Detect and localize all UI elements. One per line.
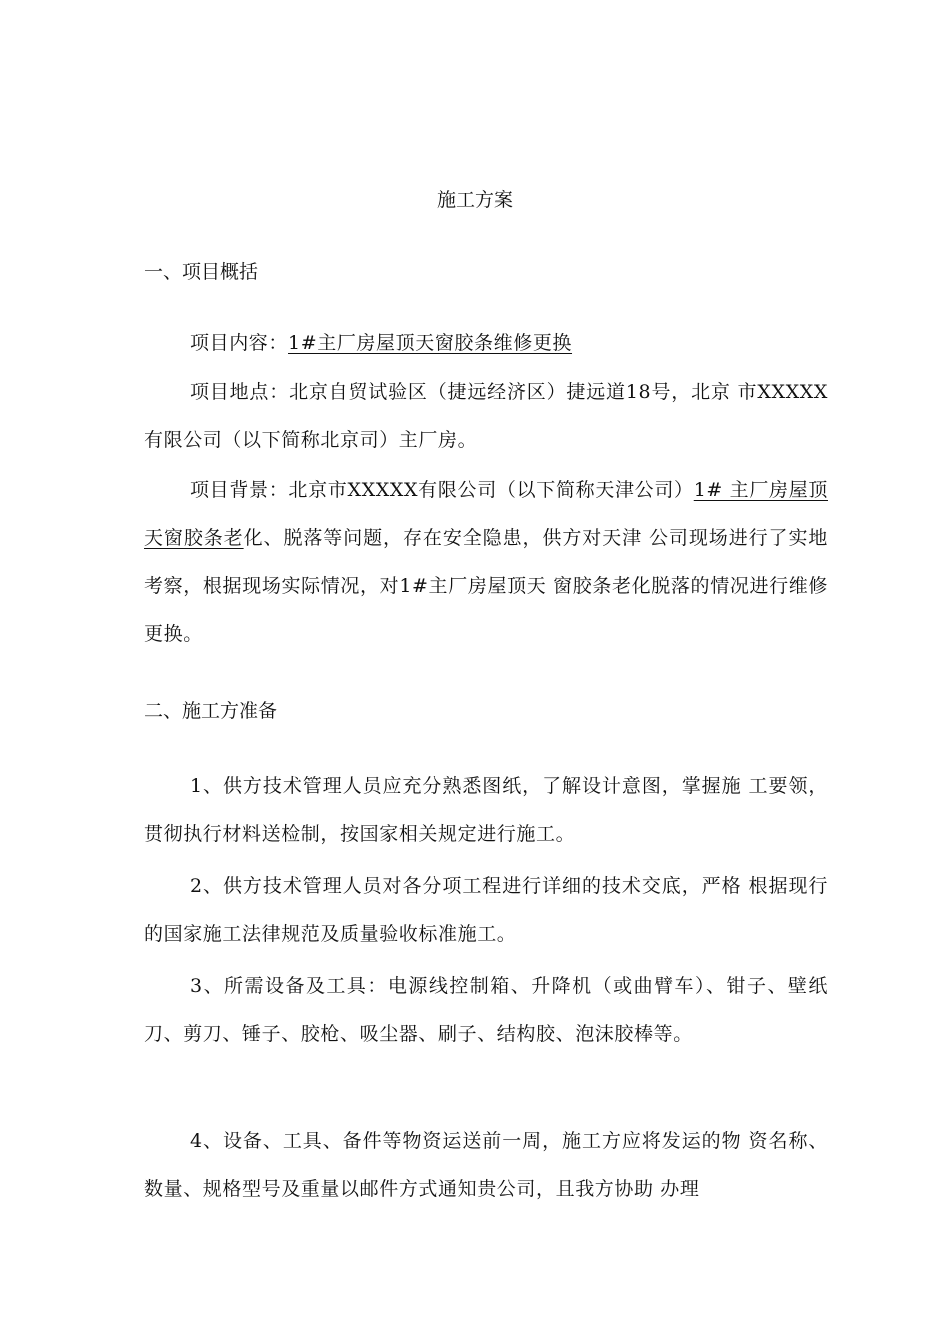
project-location-value: 北京自贸试验区（捷远经济区）捷远道18号，北京 市XXXXX有限公司（以下简称北京司）主厂房。 — [144, 381, 828, 451]
project-background-post: 化、脱落等问题，存在安全隐患，供方对天津 公司现场进行了实地考察，根据现场实际情况，对1#主厂房屋顶天 窗胶条老化脱落的情况进行维修更换。 — [144, 527, 828, 645]
document-title: 施工方案 — [436, 189, 513, 211]
section-heading-preparation: 二、施工方准备 — [144, 700, 278, 722]
project-background-paragraph — [144, 466, 828, 658]
project-background-pre: 北京市XXXXX有限公司（以下简称天津公司） — [288, 479, 694, 501]
preparation-item-2: 2、供方技术管理人员对各分项工程进行详细的技术交底，严格 根据现行的国家施工法律规范及质量验收标准施工。 — [144, 875, 828, 945]
preparation-item-4: 4、设备、工具、备件等物资运送前一周，施工方应将发运的物 资名称、数量、规格型号及重量以邮件方式通知贵公司，且我方协助 办理 — [144, 1130, 828, 1200]
project-location-label: 项目地点： — [190, 381, 290, 403]
project-background-label: 项目背景： — [190, 479, 289, 501]
project-background-underlined: 1# 主厂房屋顶天窗胶条老 — [144, 479, 828, 549]
project-content-paragraph — [144, 329, 828, 357]
project-content-label: 项目内容： — [190, 332, 289, 354]
project-content-value: 1#主厂房屋顶天窗胶条维修更换 — [288, 332, 573, 354]
project-location-paragraph — [144, 368, 828, 464]
preparation-item-1: 1、供方技术管理人员应充分熟悉图纸，了解设计意图，掌握施 工要领，贯彻执行材料送检制，按国家相关规定进行施工。 — [144, 775, 828, 845]
preparation-item-3: 3、所需设备及工具：电源线控制箱、升降机（或曲臂车）、钳子、壁纸刀、剪刀、锤子、胶枪、吸尘器、刷子、结构胶、泡沫胶棒等。 — [144, 975, 828, 1045]
section-heading-overview: 一、项目概括 — [144, 261, 259, 283]
